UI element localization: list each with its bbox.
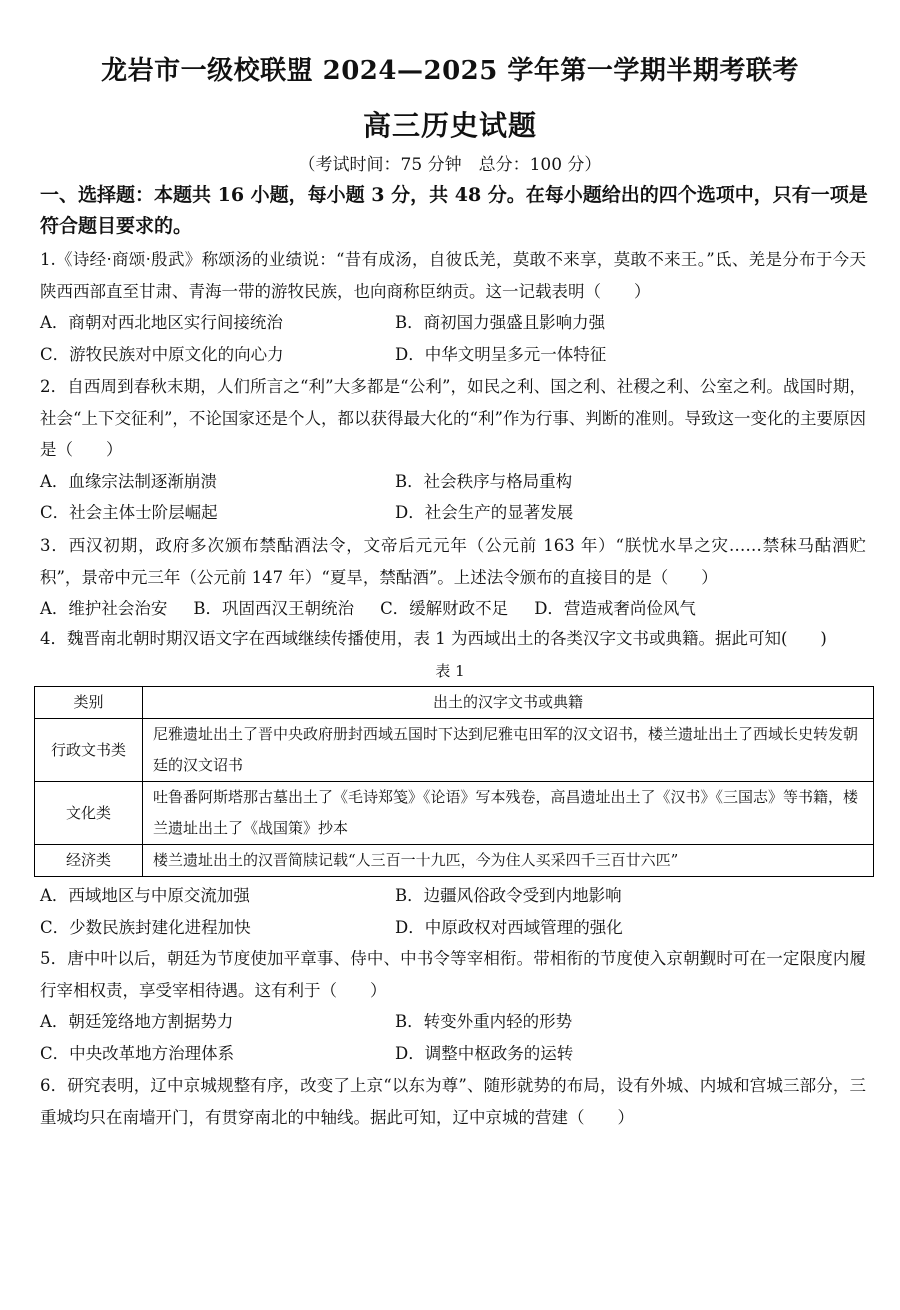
option-a: A．西域地区与中原交流加强 bbox=[40, 886, 250, 905]
table-cell-content: 尼雅遗址出土了晋中央政府册封西域五国时下达到尼雅屯田军的汉文诏书，楼兰遗址出土了西域长史转发朝廷的汉文诏书 bbox=[143, 719, 874, 782]
table-header-content: 出土的汉字文书或典籍 bbox=[143, 687, 874, 719]
question-options bbox=[40, 1006, 866, 1069]
question-stem: 5．唐中叶以后，朝廷为节度使加平章事、侍中、中书令等宰相衔。带相衔的节度使入京朝觐时可在一定限度内履行宰相权责，享受宰相待遇。这有利于（ ） bbox=[40, 949, 866, 1000]
question-6 bbox=[40, 1070, 866, 1133]
option-d: D．社会生产的显著发展 bbox=[395, 503, 574, 522]
excavation-table bbox=[34, 686, 874, 877]
option-c: C．中央改革地方治理体系 bbox=[40, 1043, 235, 1063]
option-d: D．营造戒奢尚俭风气 bbox=[534, 599, 696, 618]
question-stem: 1.《诗经·商颂·殷武》称颂汤的业绩说：“昔有成汤，自彼氐羌，莫敢不来享，莫敢不来王。”氐、羌是分布于今天陕西西部直至甘肃、青海一带的游牧民族，也向商称臣纳贡。这一记载表明（ ） bbox=[40, 250, 866, 301]
table-cell-category: 文化类 bbox=[35, 782, 143, 845]
option-b: B．商初国力强盛且影响力强 bbox=[395, 313, 606, 332]
table-caption: 表 1 bbox=[435, 662, 465, 680]
table-row bbox=[35, 845, 874, 877]
exam-meta: （考试时间：75 分钟 总分：100 分） bbox=[298, 155, 602, 175]
question-stem: 3．西汉初期，政府多次颁布禁酤酒法令，文帝后元元年（公元前 163 年）“朕忧水旱之灾……禁秣马酤酒贮积”，景帝中元三年（公元前 147 年）“夏旱，禁酤酒”。上述法令颁布的直接目的是（ ） bbox=[40, 536, 866, 587]
option-c: C．缓解财政不足 bbox=[380, 599, 509, 618]
question-1 bbox=[40, 244, 866, 370]
question-2 bbox=[40, 371, 866, 529]
question-3 bbox=[40, 530, 866, 625]
table-cell-content: 楼兰遗址出土的汉晋简牍记载“人三百一十九匹，今为住人买采四千三百廿六匹” bbox=[143, 845, 874, 877]
option-d: D．中华文明呈多元一体特征 bbox=[395, 344, 607, 364]
option-c: C．少数民族封建化进程加快 bbox=[40, 917, 251, 937]
table-row bbox=[35, 719, 874, 782]
option-a: A．血缘宗法制逐渐崩溃 bbox=[40, 471, 217, 491]
question-4-options-block bbox=[40, 880, 866, 943]
question-5 bbox=[40, 943, 866, 1069]
table-header-category: 类别 bbox=[35, 687, 143, 719]
option-c: C．社会主体士阶层崛起 bbox=[40, 503, 218, 522]
option-d: D．调整中枢政务的运转 bbox=[395, 1043, 574, 1063]
question-options bbox=[40, 466, 866, 529]
question-options bbox=[40, 593, 866, 625]
question-options bbox=[40, 880, 866, 943]
table-header-row bbox=[35, 687, 874, 719]
question-stem: 4．魏晋南北朝时期汉语文字在西域继续传播使用，表 1 为西域出土的各类汉字文书或典籍。据此可知( ) bbox=[40, 629, 827, 648]
question-options bbox=[40, 307, 866, 370]
question-stem: 2．自西周到春秋末期，人们所言之“利”大多都是“公利”，如民之利、国之利、社稷之利、公室之利。战国时期，社会“上下交征利”，不论国家还是个人，都以获得最大化的“利”作为行事、判断的准则。导致这一变化的主要原因是（ ） bbox=[40, 377, 866, 459]
table-cell-category: 行政文书类 bbox=[35, 719, 143, 782]
option-a: A．朝廷笼络地方割据势力 bbox=[40, 1012, 234, 1031]
option-a: A．商朝对西北地区实行间接统治 bbox=[40, 313, 283, 332]
option-b: B．巩固西汉王朝统治 bbox=[193, 599, 355, 618]
option-c: C．游牧民族对中原文化的向心力 bbox=[40, 344, 284, 364]
exam-subtitle: 高三历史试题 bbox=[362, 109, 537, 142]
option-b: B．社会秩序与格局重构 bbox=[395, 471, 573, 491]
table-row bbox=[35, 782, 874, 845]
table-cell-content: 吐鲁番阿斯塔那古墓出土了《毛诗郑笺》《论语》写本残卷，高昌遗址出土了《汉书》《三国志》等书籍，楼兰遗址出土了《战国策》抄本 bbox=[143, 782, 874, 845]
table-cell-category: 经济类 bbox=[35, 845, 143, 877]
section-heading: 一、选择题：本题共 16 小题，每小题 3 分，共 48 分。在每小题给出的四个选项中，只有一项是符合题目要求的。 bbox=[40, 184, 868, 237]
option-d: D．中原政权对西域管理的强化 bbox=[395, 917, 623, 937]
question-4 bbox=[40, 623, 866, 655]
option-b: B．转变外重内轻的形势 bbox=[395, 1012, 573, 1031]
exam-title: 龙岩市一级校联盟 2024—2025 学年第一学期半期考联考 bbox=[101, 56, 799, 86]
question-stem: 6．研究表明，辽中京城规整有序，改变了上京“以东为尊”、随形就势的布局，设有外城、内城和宫城三部分，三重城均只在南墙开门，有贯穿南北的中轴线。据此可知，辽中京城的营建（ ） bbox=[40, 1076, 866, 1127]
option-a: A．维护社会治安 bbox=[40, 599, 168, 618]
option-b: B．边疆风俗政令受到内地影响 bbox=[395, 886, 622, 905]
